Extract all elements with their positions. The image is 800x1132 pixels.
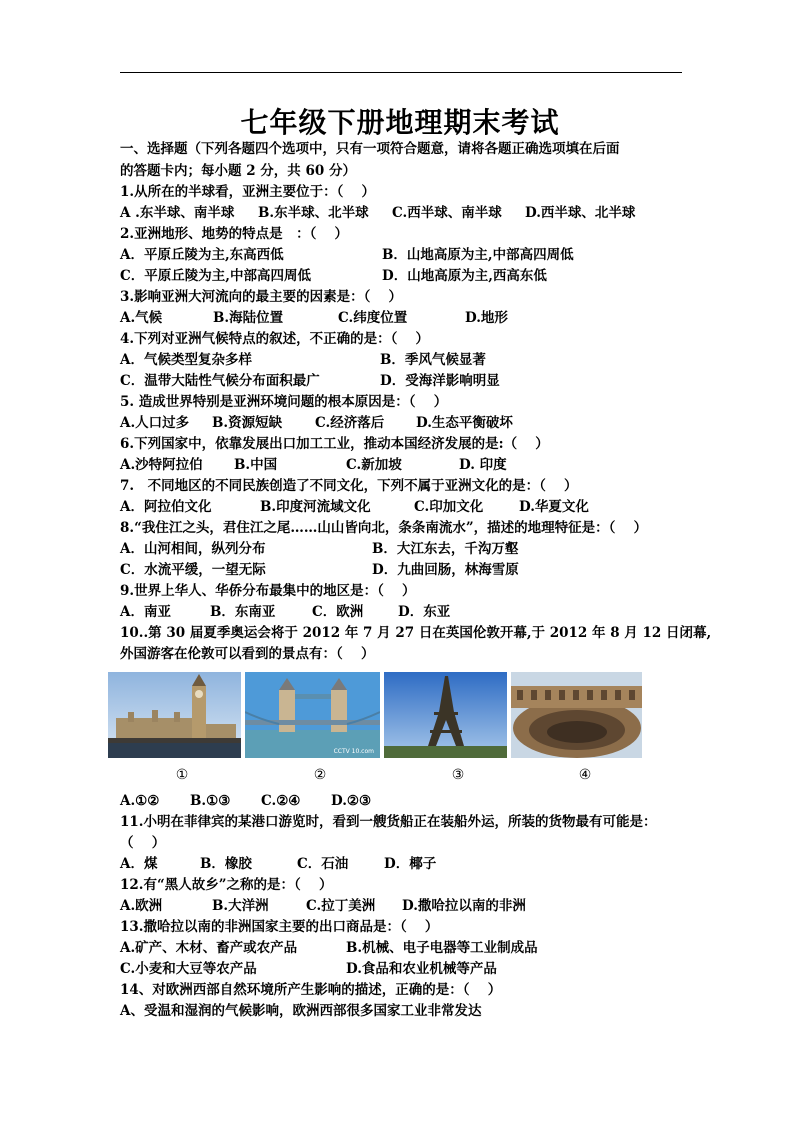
q3-option-d: D.地形 bbox=[465, 310, 508, 326]
q12-option-a: A.欧洲 bbox=[120, 898, 163, 914]
q3-option-c: C.纬度位置 bbox=[338, 310, 408, 326]
q1-option-d: D.西半球、北半球 bbox=[525, 205, 636, 221]
q4-option-c: C．温带大陆性气候分布面积最广 bbox=[120, 373, 320, 389]
q11-option-b: B．橡胶 bbox=[200, 856, 252, 872]
q10-option-b: B.①③ bbox=[190, 793, 231, 809]
q3-option-b: B.海陆位置 bbox=[213, 310, 284, 326]
q13-option-d: D.食品和农业机械等产品 bbox=[346, 961, 497, 977]
photo-tower-bridge bbox=[245, 672, 380, 758]
q8-option-a: A．山河相间，纵列分布 bbox=[120, 541, 266, 557]
q5-option-c: C.经济落后 bbox=[315, 415, 385, 431]
q1-option-c: C.西半球、南半球 bbox=[392, 205, 502, 221]
photo-colosseum bbox=[511, 672, 642, 758]
photo-watermark: CCTV 10.com bbox=[333, 748, 374, 755]
q11-option-c: C．石油 bbox=[297, 856, 349, 872]
question-11-stem-cont: （ ） bbox=[120, 835, 166, 851]
question-9-stem: 9.世界上华人、华侨分布最集中的地区是：（ ） bbox=[120, 583, 416, 599]
q4-option-a: A．气候类型复杂多样 bbox=[120, 352, 252, 368]
section-heading-line2: 的答题卡内；每小题 2 分，共 60 分） bbox=[120, 163, 356, 179]
question-13-stem: 13.撒哈拉以南的非洲国家主要的出口商品是：（ ） bbox=[120, 919, 439, 935]
photo-eiffel-tower bbox=[384, 672, 507, 758]
q7-option-d: D.华夏文化 bbox=[519, 499, 589, 515]
q2-option-d: D．山地高原为主,西高东低 bbox=[382, 268, 547, 284]
photo-big-ben bbox=[108, 672, 241, 758]
photo-caption-2: ② bbox=[313, 767, 327, 783]
question-4-stem: 4.下列对亚洲气候特点的叙述，不正确的是：（ ） bbox=[120, 331, 430, 347]
q2-option-c: C．平原丘陵为主,中部高四周低 bbox=[120, 268, 311, 284]
q11-option-a: A．煤 bbox=[120, 856, 158, 872]
q3-option-a: A.气候 bbox=[120, 310, 163, 326]
q10-option-c: C.②④ bbox=[261, 793, 301, 809]
q9-option-a: A．南亚 bbox=[120, 604, 171, 620]
q5-option-d: D.生态平衡破坏 bbox=[416, 415, 513, 431]
photo-caption-1: ① bbox=[175, 767, 189, 783]
q7-option-c: C.印加文化 bbox=[414, 499, 484, 515]
photo-caption-4: ④ bbox=[578, 767, 592, 783]
section-heading-line1: 一、选择题（下列各题四个选项中，只有一项符合题意，请将各题正确选项填在后面 bbox=[120, 141, 620, 157]
q2-option-a: A．平原丘陵为主,东高西低 bbox=[120, 247, 284, 263]
exam-title: 七年级下册地理期末考试 bbox=[240, 106, 560, 139]
q7-option-a: A．阿拉伯文化 bbox=[120, 499, 212, 515]
q6-option-d: D. 印度 bbox=[459, 457, 507, 473]
question-2-stem: 2.亚洲地形、地势的特点是 ：（ ） bbox=[120, 226, 349, 242]
q8-option-c: C．水流平缓，一望无际 bbox=[120, 562, 266, 578]
question-5-stem: 5. 造成世界特别是亚洲环境问题的根本原因是：（ ） bbox=[120, 394, 448, 410]
question-10-stem: 10..第 30 届夏季奥运会将于 2012 年 7 月 27 日在英国伦敦开幕,于 2012 年 8 月 12 日闭幕, bbox=[120, 625, 712, 641]
question-14-stem: 14、对欧洲西部自然环境所产生影响的描述，正确的是：（ ） bbox=[120, 982, 502, 998]
question-8-stem: 8.“我住江之头，君住江之尾……山山皆向北，条条南流水”，描述的地理特征是：（ ） bbox=[120, 520, 648, 536]
question-11-stem: 11.小明在菲律宾的某港口游览时，看到一艘货船正在装船外运，所装的货物最有可能是： bbox=[120, 814, 657, 830]
q2-option-b: B．山地高原为主,中部高四周低 bbox=[382, 247, 574, 263]
q13-option-a: A.矿产、木材、畜产或农产品 bbox=[120, 940, 298, 956]
q8-option-b: B．大江东去，千沟万壑 bbox=[372, 541, 519, 557]
q4-option-d: D．受海洋影响明显 bbox=[380, 373, 500, 389]
q13-option-c: C.小麦和大豆等农产品 bbox=[120, 961, 257, 977]
q4-option-b: B．季风气候显著 bbox=[380, 352, 486, 368]
q10-option-a: A.①② bbox=[120, 793, 160, 809]
q12-option-c: C.拉丁美洲 bbox=[306, 898, 376, 914]
q5-option-a: A.人口过多 bbox=[120, 415, 190, 431]
question-6-stem: 6.下列国家中，依靠发展出口加工工业，推动本国经济发展的是:（ ） bbox=[120, 436, 549, 452]
question-12-stem: 12.有“黑人故乡”之称的是：（ ） bbox=[120, 877, 333, 893]
q7-option-b: B.印度河流域文化 bbox=[260, 499, 371, 515]
q10-option-d: D.②③ bbox=[331, 793, 372, 809]
q6-option-b: B.中国 bbox=[234, 457, 278, 473]
q11-option-d: D．椰子 bbox=[384, 856, 437, 872]
q9-option-d: D．东亚 bbox=[398, 604, 451, 620]
q1-option-a: A .东半球、南半球 bbox=[120, 205, 235, 221]
q9-option-c: C．欧洲 bbox=[312, 604, 364, 620]
q13-option-b: B.机械、电子电器等工业制成品 bbox=[346, 940, 538, 956]
q6-option-a: A.沙特阿拉伯 bbox=[120, 457, 203, 473]
q12-option-d: D.撒哈拉以南的非洲 bbox=[402, 898, 526, 914]
q6-option-c: C.新加坡 bbox=[346, 457, 402, 473]
q5-option-b: B.资源短缺 bbox=[212, 415, 283, 431]
header-rule bbox=[120, 72, 682, 73]
q14-option-a: A、受温和湿润的气候影响，欧洲西部很多国家工业非常发达 bbox=[120, 1003, 482, 1019]
question-3-stem: 3.影响亚洲大河流向的最主要的因素是：（ ） bbox=[120, 289, 403, 305]
question-1-stem: 1.从所在的半球看，亚洲主要位于：（ ） bbox=[120, 184, 376, 200]
q12-option-b: B.大洋洲 bbox=[212, 898, 269, 914]
q9-option-b: B．东南亚 bbox=[210, 604, 276, 620]
question-10-stem-cont: 外国游客在伦敦可以看到的景点有：（ ） bbox=[120, 646, 375, 662]
q1-option-b: B.东半球、北半球 bbox=[258, 205, 369, 221]
q8-option-d: D．九曲回肠，林海雪原 bbox=[372, 562, 519, 578]
photo-caption-3: ③ bbox=[451, 767, 465, 783]
question-7-stem: 7. 不同地区的不同民族创造了不同文化，下列不属于亚洲文化的是：（ ） bbox=[120, 478, 578, 494]
